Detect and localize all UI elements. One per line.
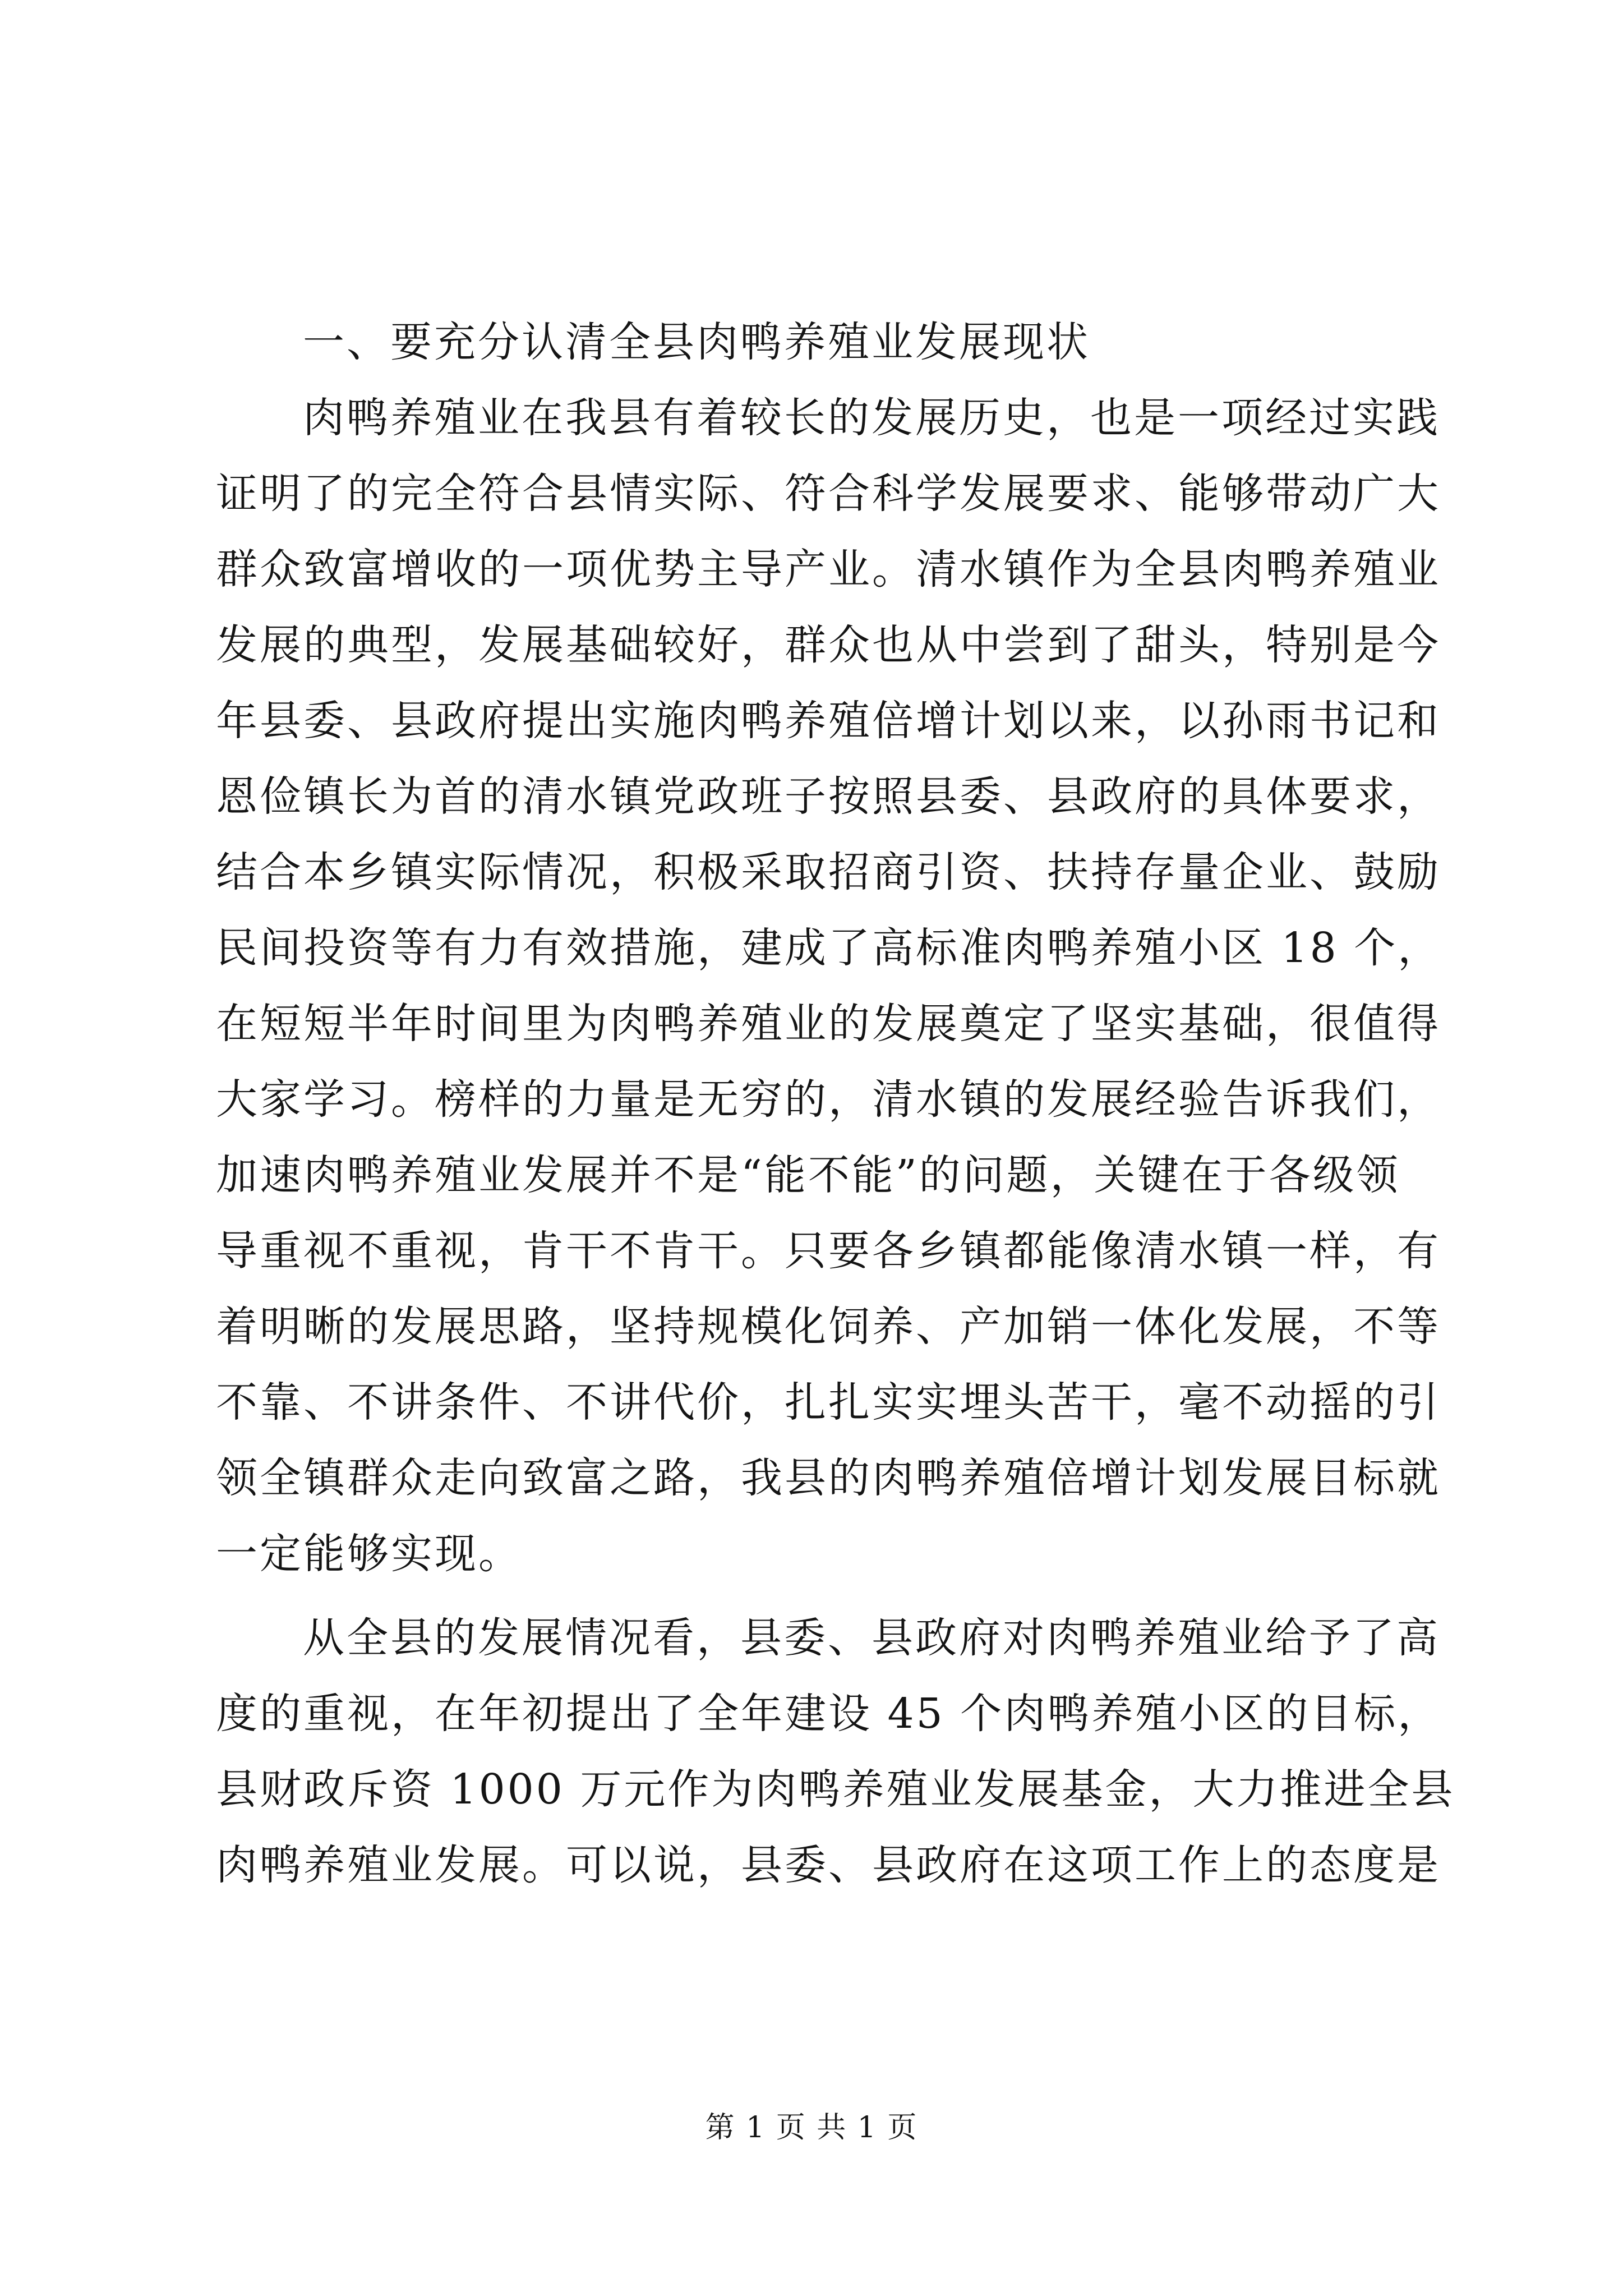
text-line: 在短短半年时间里为肉鸭养殖业的发展奠定了坚实基础，很值得 xyxy=(216,1000,1441,1048)
text-line: 着明晰的发展思路，坚持规模化饲养、产加销一体化发展，不等 xyxy=(216,1303,1441,1351)
text-line: 肉鸭养殖业发展。可以说，县委、县政府在这项工作上的态度是 xyxy=(216,1841,1441,1889)
text-line: 导重视不重视，肯干不肯干。只要各乡镇都能像清水镇一样，有 xyxy=(216,1227,1441,1275)
text-line: 年县委、县政府提出实施肉鸭养殖倍增计划以来，以孙雨书记和 xyxy=(216,697,1441,745)
section-heading: 一、要充分认清全县肉鸭养殖业发展现状 xyxy=(303,318,1090,366)
text-line: 群众致富增收的一项优势主导产业。清水镇作为全县肉鸭养殖业 xyxy=(216,545,1441,593)
text-line: 加速肉鸭养殖业发展并不是“能不能”的问题，关键在于各级领 xyxy=(216,1151,1400,1199)
text-line: 结合本乡镇实际情况，积极采取招商引资、扶持存量企业、鼓励 xyxy=(216,848,1441,896)
text-line: 大家学习。榜样的力量是无穷的，清水镇的发展经验告诉我们， xyxy=(216,1075,1441,1124)
text-line: 一定能够实现。 xyxy=(216,1530,522,1578)
text-line: 从全县的发展情况看，县委、县政府对肉鸭养殖业给予了高 xyxy=(303,1614,1440,1662)
text-line: 县财政斥资 1000 万元作为肉鸭养殖业发展基金，大力推进全县 xyxy=(216,1765,1455,1814)
text-line: 肉鸭养殖业在我县有着较长的发展历史，也是一项经过实践 xyxy=(303,394,1440,442)
text-line: 不靠、不讲条件、不讲代价，扎扎实实埋头苦干，毫不动摇的引 xyxy=(216,1378,1441,1427)
text-line: 领全镇群众走向致富之路，我县的肉鸭养殖倍增计划发展目标就 xyxy=(216,1454,1441,1502)
text-line: 度的重视，在年初提出了全年建设 45 个肉鸭养殖小区的目标， xyxy=(216,1690,1442,1738)
text-line: 发展的典型，发展基础较好，群众也从中尝到了甜头，特别是今 xyxy=(216,621,1441,669)
text-line: 证明了的完全符合县情实际、符合科学发展要求、能够带动广大 xyxy=(216,470,1441,518)
page-number-footer: 第 1 页 共 1 页 xyxy=(705,2111,918,2145)
text-line: 恩俭镇长为首的清水镇党政班子按照县委、县政府的具体要求， xyxy=(216,772,1441,821)
text-line: 民间投资等有力有效措施，建成了高标准肉鸭养殖小区 18 个， xyxy=(216,924,1442,972)
